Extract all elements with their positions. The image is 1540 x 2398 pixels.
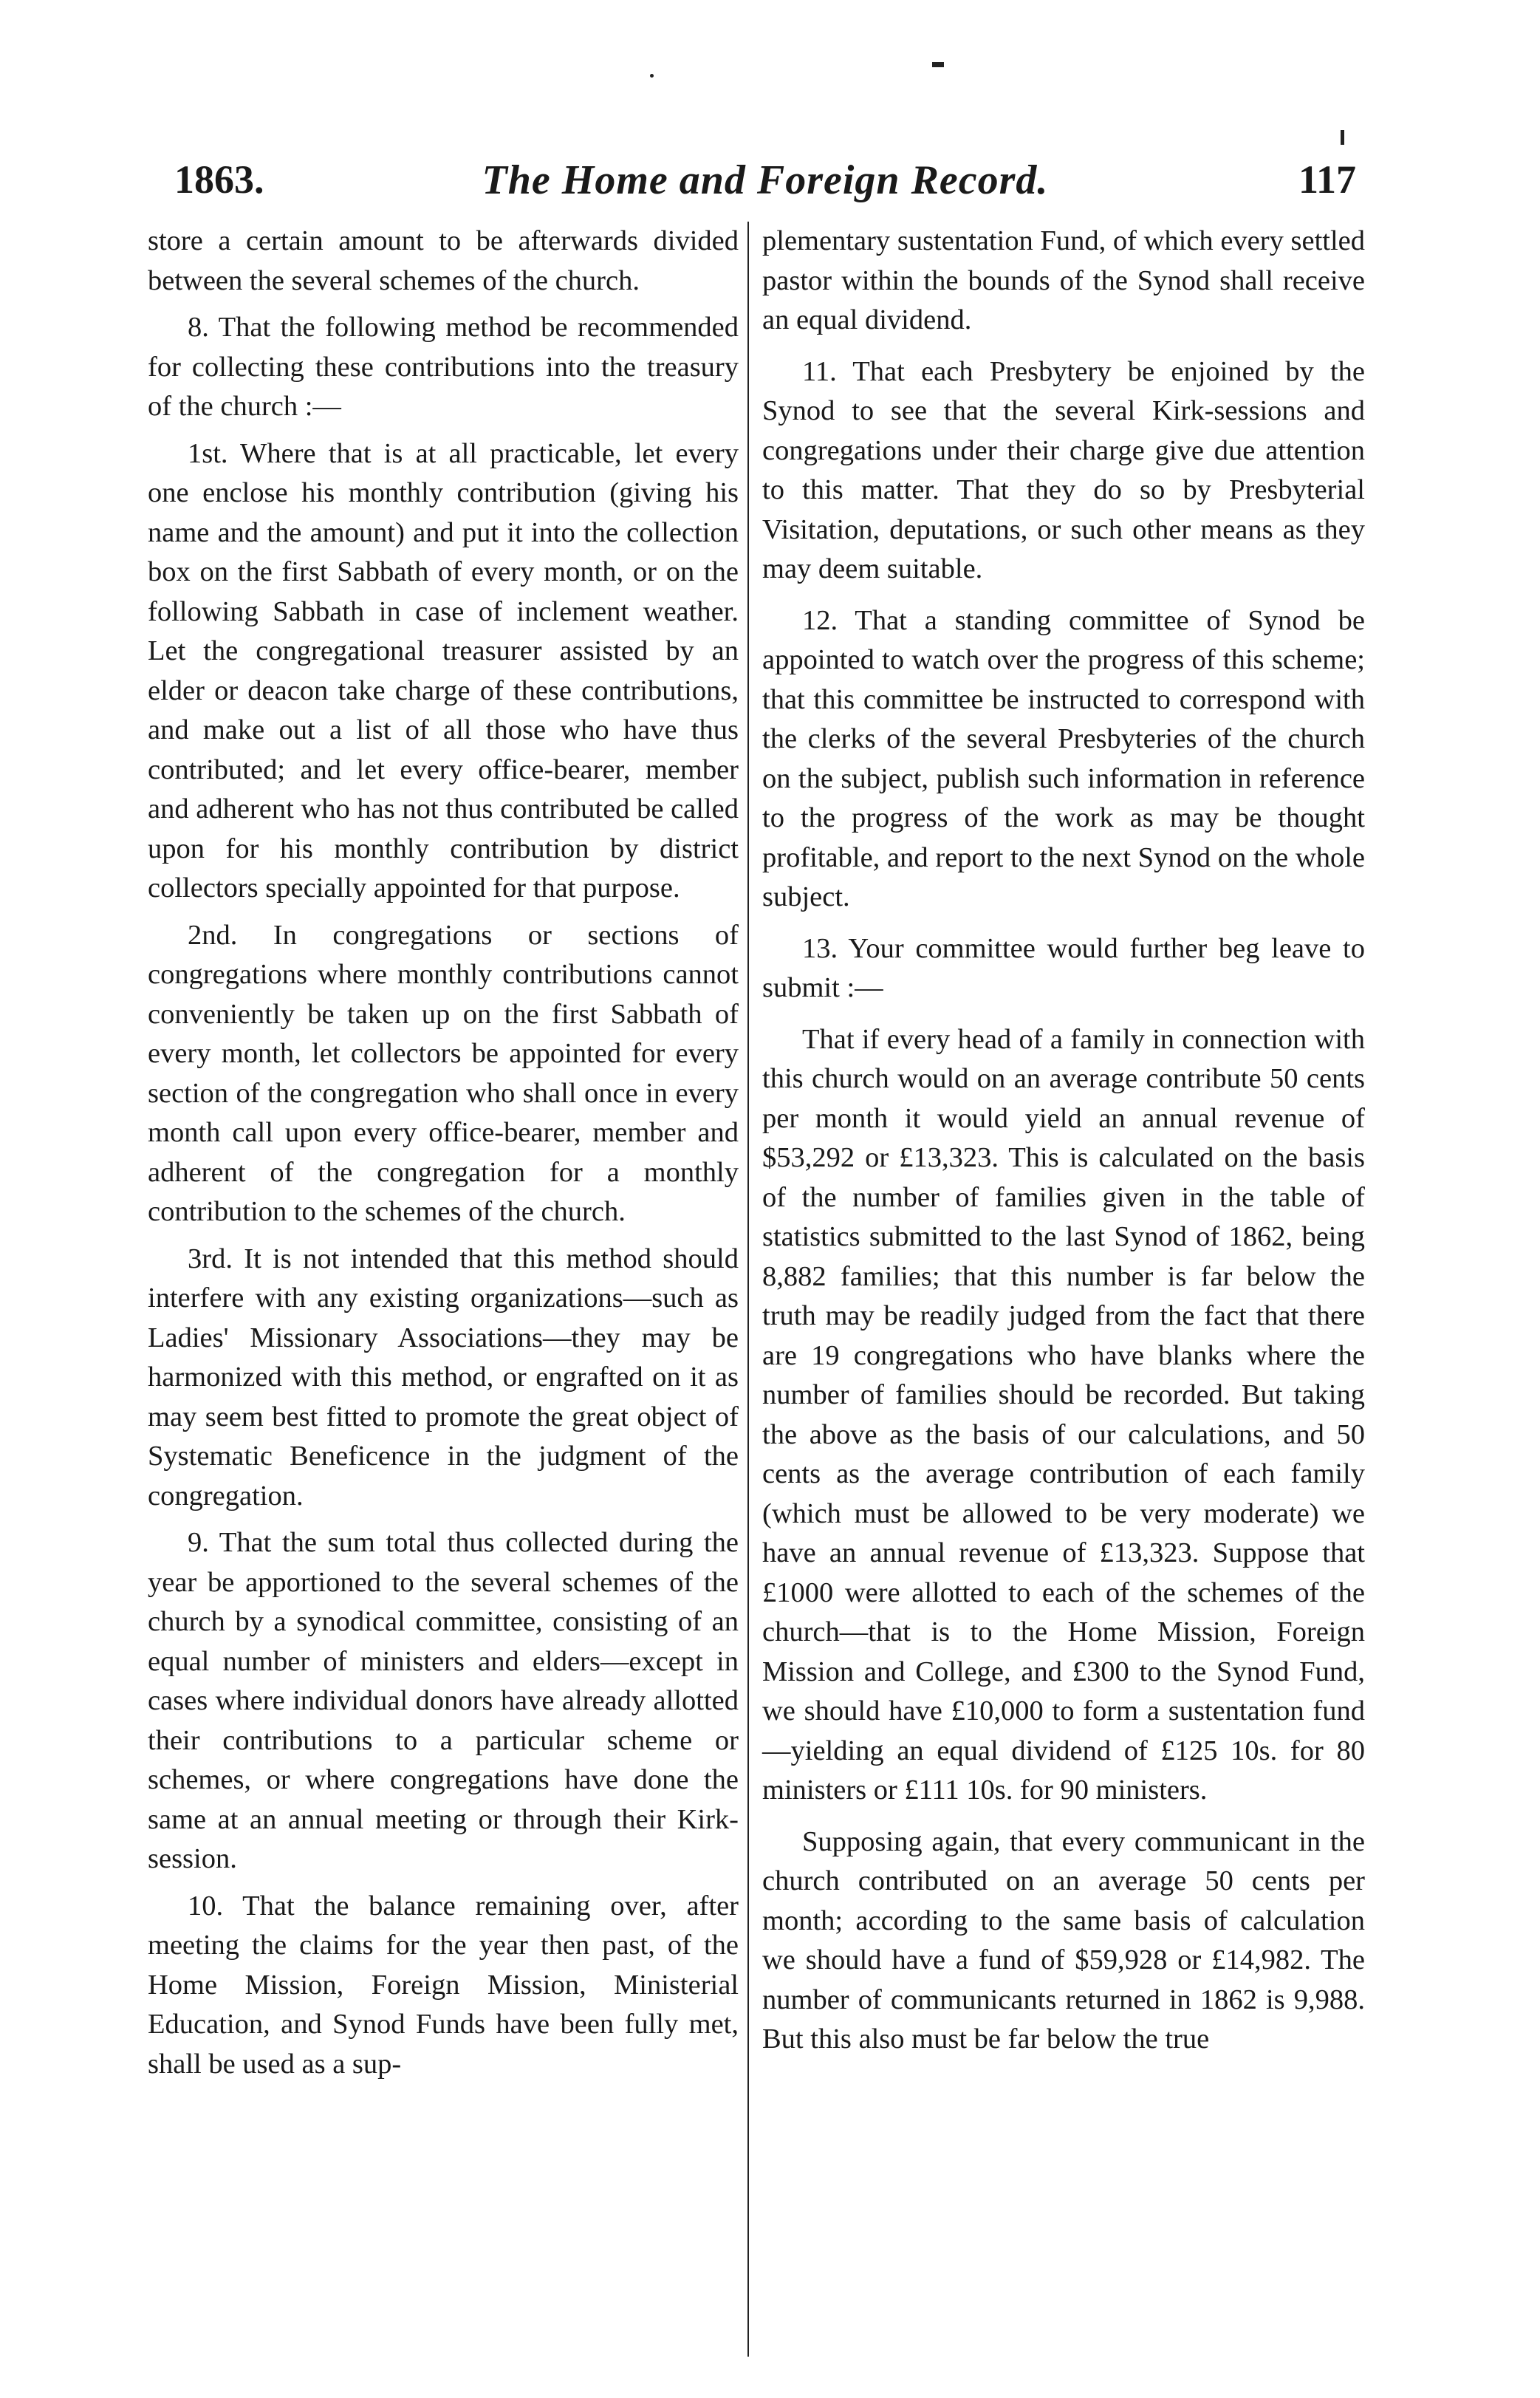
paragraph-8: 8. That the following method be recommended for collecting these contributions into the treasury of the church :— [148,312,739,422]
ink-speck-top [932,62,944,67]
right-column [762,222,1365,2067]
ink-speck-small [1341,130,1344,145]
paragraph-10: 10. That the balance remaining over, after meeting the claims for the year then past, of the Home Mission, Foreign Mission, Ministerial Education, and Synod Funds have been fully met, shall be used as a sup- [148,1890,739,2080]
column-divider [747,222,749,2357]
running-header [174,157,1356,223]
left-column [148,222,739,2091]
header-title: The Home and Foreign Record. [482,157,1049,203]
paragraph-2nd: 2nd. In congregations or sections of congregations where monthly contributions cannot conveniently be taken up on the first Sabbath of every month, let collectors be appointed for every section of the congregation who shall once in every month call upon every office-bearer, member and adherent of the congregation for a monthly contribution to the schemes of the church. [148,919,739,1227]
paragraph-store-continuation: store a certain amount to be afterwards divided between the several schemes of the church. [148,225,739,296]
ink-speck-small [650,74,654,78]
paragraph-3rd: 3rd. It is not intended that this method should interfere with any existing organizations—such as Ladies' Missionary Associations—they may be harmonized with this method, or engrafted on it as may seem best fitted to promote the great object of Systematic Beneficence in the judgment of the congregation. [148,1243,739,1511]
paragraph-13: 13. Your committee would further beg leave to submit :— [762,932,1365,1003]
paragraph-family-calculation: That if every head of a family in connection with this church would on an average contribute 50 cents per month it would yield an annual revenue of $53,292 or £13,323. This is calculated on the basis of the number of families given in the table of statistics submitted to the last Synod of 1862, being 8,882 families; that this number is far below the truth may be readily judged from the fact that there are 19 congregations who have blanks where the number of families should be recorded. But taking the above as the basis of our calculations, and 50 cents as the average contribution of each family (which must be allowed to be very moderate) we have an annual revenue of £13,323. Suppose that £1000 were allotted to each of the schemes of the church—that is to the Home Mission, Foreign Mission and College, and £300 to the Synod Fund, we should have £10,000 to form a sustentation fund—yielding an equal dividend of £125 10s. for 80 ministers or £111 10s. for 90 ministers. [762,1023,1365,1806]
paragraph-communicant-calculation: Supposing again, that every communicant in the church contributed on an average 50 cents per month; according to the same basis of calculation we should have a fund of $59,928 or £14,982. The number of communicants returned in 1862 is 9,988. But this also must be far below the true [762,1825,1365,2054]
header-page-number: 117 [1298,157,1356,202]
paragraph-9: 9. That the sum total thus collected during the year be apportioned to the several schemes of the church by a synodical committee, consisting of an equal number of ministers and elders—except in cases where individual donors have already allotted their contributions to a particular scheme or schemes, or where congregations have done the same at an annual meeting or through their Kirk-session. [148,1527,739,1874]
paragraph-1st: 1st. Where that is at all practicable, let every one enclose his monthly contribution (giving his name and the amount) and put it into the collection box on the first Sabbath of every month, or on the following Sabbath in case of inclement weather. Let the congregational treasurer assisted by an elder or deacon take charge of these contributions, and make out a list of all those who have thus contributed; and let every office-bearer, member and adherent who has not thus contributed be called upon for his monthly contribution by district collectors specially appointed for that purpose. [148,437,739,903]
header-year: 1863. [174,157,264,202]
paragraph-12: 12. That a standing committee of Synod be appointed to watch over the progress of this scheme; that this committee be instructed to correspond with the clerks of the several Presbyteries of the church on the subject, publish such information in reference to the progress of the work as may be thought profitable, and report to the next Synod on the whole subject. [762,604,1365,912]
paragraph-10-continuation: plementary sustentation Fund, of which every settled pastor within the bounds of the Synod shall receive an equal dividend. [762,225,1365,335]
paragraph-11: 11. That each Presbytery be enjoined by the Synod to see that the several Kirk-sessions and congregations under their charge give due attention to this matter. That they do so by Presbyterial Visitation, deputations, or such other means as they may deem suitable. [762,355,1365,584]
